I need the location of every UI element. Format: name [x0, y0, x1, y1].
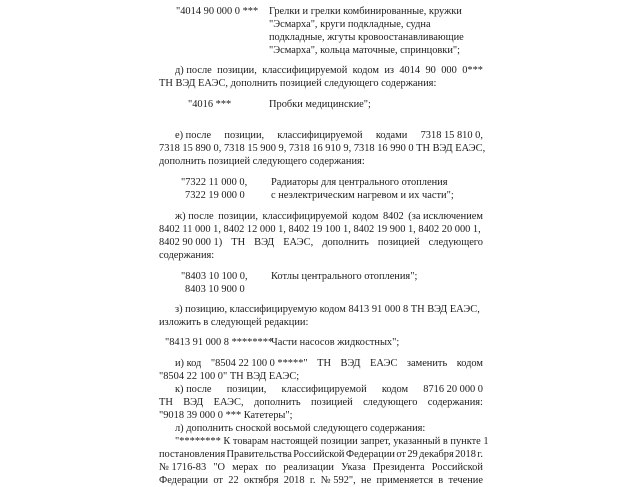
para-d-line-2: ТН ВЭД ЕАЭС, дополнить позицией следующего содержания: — [159, 78, 437, 89]
item-4014-name-3: подкладные, жгуты кровоостанавливающие — [269, 32, 464, 43]
para-i-line-2: "8504 22 100 0" ТН ВЭД ЕАЭС; — [159, 371, 300, 382]
item-8403-code-2: 8403 10 900 0 — [185, 284, 245, 295]
para-i-line-1: и) код "8504 22 100 0 *****" ТН ВЭД ЕАЭС заменить кодом — [175, 358, 483, 369]
para-zh-line-4: содержания: — [159, 250, 215, 261]
para-l-line-4: № 1716-83 "О мерах по реализации Указа Президента Российской — [159, 462, 483, 473]
para-k-line-2: ТН ВЭД ЕАЭС, дополнить позицией следующего содержания: — [159, 397, 483, 408]
para-l-line-2: "******** К товарам настоящей позиции запрет, указанный в пункте 1 — [175, 436, 489, 447]
para-d-line-1: д) после позиции, классифицируемой кодом из 4014 90 000 0*** — [175, 65, 483, 76]
item-8413-code: "8413 91 000 8 ******** — [165, 337, 274, 348]
para-k-line-1: к) после позиции, классифицируемой кодом 8716 20 000 0 — [175, 384, 483, 395]
para-k-line-3: "9018 39 000 0 *** Катетеры"; — [159, 410, 293, 421]
item-4016-name: Пробки медицинские"; — [269, 99, 371, 110]
para-e-line-3: дополнить позицией следующего содержания: — [159, 156, 365, 167]
para-zh-line-3: 8402 90 000 1) ТН ВЭД ЕАЭС, дополнить позицией следующего — [159, 237, 483, 248]
item-7322-name-2: с неэлектрическим нагревом и их части"; — [271, 190, 454, 201]
para-zh-line-1: ж) после позиции, классифицируемой кодом 8402 (за исключением — [175, 211, 483, 222]
item-8413-name: Части насосов жидкостных"; — [271, 337, 400, 348]
para-zh-line-2: 8402 11 000 1, 8402 12 000 1, 8402 19 100 1, 8402 19 900 1, 8402 20 000 1, — [159, 224, 481, 235]
item-7322-code-2: 7322 19 000 0 — [185, 190, 245, 201]
para-z-line-2: изложить в следующей редакции: — [159, 317, 309, 328]
item-4016-code: "4016 *** — [188, 99, 232, 110]
para-e-line-1: е) после позиции, классифицируемой кодами 7318 15 810 0, — [175, 130, 483, 141]
para-l-line-5: Федерации от 22 октября 2018 г. № 592", не применяется в течение — [159, 475, 483, 486]
para-e-line-2: 7318 15 890 0, 7318 15 900 9, 7318 16 910 9, 7318 16 990 0 ТН ВЭД ЕАЭС, — [159, 143, 486, 154]
item-4014-code: "4014 90 000 0 *** — [176, 6, 259, 17]
para-z-line-1: з) позицию, классифицируемую кодом 8413 91 000 8 ТН ВЭД ЕАЭС, — [175, 304, 480, 315]
item-7322-code-1: "7322 11 000 0, — [181, 177, 248, 188]
item-7322-name-1: Радиаторы для центрального отопления — [271, 177, 448, 188]
para-l-line-1: л) дополнить сноской восьмой следующего содержания: — [175, 423, 426, 434]
item-8403-code-1: "8403 10 100 0, — [181, 271, 248, 282]
item-4014-name-2: "Эсмарха", круги подкладные, судна — [269, 19, 431, 30]
item-4014-name-1: Грелки и грелки комбинированные, кружки — [269, 6, 462, 17]
item-8403-name: Котлы центрального отопления"; — [271, 271, 418, 282]
item-4014-name-4: "Эсмарха", кольца маточные, спринцовки"; — [269, 45, 461, 56]
para-l-line-3: постановления Правительства Российской Федерации от 29 декабря 2018 г. — [159, 449, 483, 460]
